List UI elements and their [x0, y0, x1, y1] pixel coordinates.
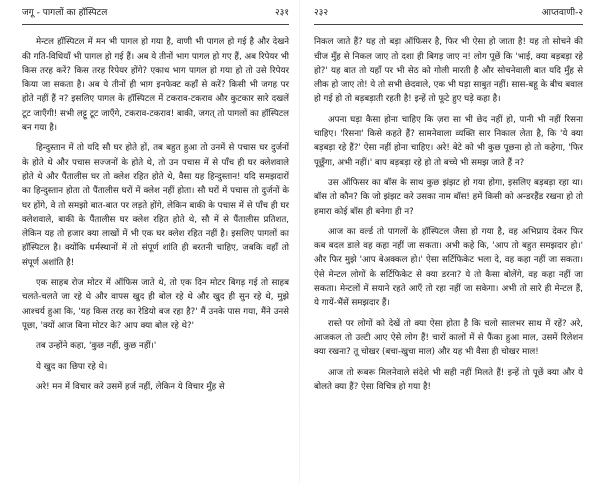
right-paragraph-1: निकल जाते हैं? यह तो बड़ा ऑफिसर है, फिर भी ऐसा हो जाता है! यह तो सोचने की चीज मुँह से निकल जाए तो दशा ही बिगड़ जाए न! लोग पूछें कि 'भाई, क्या बड़बड़ा रहे हो?' यह बात तो यहाँ पर भी सेठ को गोली मारती है और सोचनेवाली बात यदि मुँह से लीक हो जाए तो! ये तो सभी छेदवाले, एक भी घड़ा साबुत नहीं। सास-बहू के बीच बवाल हो गई हो तो बड़बड़ाती रहती है! इन्हें तो फूटे हुए घड़े कहा है। [314, 37, 583, 105]
left-running-title: जगू - पागलों का हॉस्पिटल [22, 8, 108, 18]
left-paragraph-4: तब उन्होंने कहा, 'कुछ नहीं, कुछ नहीं।' [36, 341, 157, 352]
left-page-number: २३१ [274, 8, 289, 18]
right-page-header [314, 6, 583, 25]
right-page [300, 0, 599, 484]
right-paragraph-4: आज का वर्ल्ड तो पागलों के हॉस्पिटल जैसा हो गया है, वह अभिप्राय देकर फिर कब बदल डाले वह कहा नहीं जा सकता। अभी कहे कि, 'आप तो बहुत समझदार हो।' और फिर मुझे 'आप बेअक्कल हो।' ऐसा सर्टिफिकेट भला दे, वह कहा नहीं जा सकता। ऐसे मेन्टल लोगों के सर्टिफिकेट से क्या डरना? ये तो कैसा बोलेंगे, वह कहा नहीं जा सकता। मेन्टलों में सयाने रहते आएँ तो रहा नहीं जा सकेगा। अभी तो सारे ही मेन्टल हैं, ये गायें-भैंसें समझदार हैं। [314, 226, 583, 309]
left-page-header [22, 6, 289, 25]
left-paragraph-6: अरे! मन में विचार करे उसमें हर्ज नहीं, लेकिन ये विचार मुँह से [36, 381, 225, 392]
right-page-number: २३२ [314, 8, 329, 18]
left-page [0, 0, 299, 484]
right-paragraph-2: अपना घड़ा कैसा होना चाहिए कि ज़रा सा भी छेद नहीं हो, पानी भी नहीं रिसना चाहिए। 'रिसना' किसे कहते हैं? सामनेवाला व्यक्ति सार निकाल लेता है, कि 'ये क्या बड़बड़ा रहे हैं?' ऐसा नहीं होना चाहिए। अरे! बेटे को भी कुछ पूछना हो तो कहेगा, 'फिर पूछूँगा, अभी नहीं।' बाप बड़बड़ा रहे हो तो बच्चे भी समझ जाते हैं न? [314, 114, 583, 168]
left-paragraph-3: एक साहब रोज मोटर में ऑफिस जाते थे, तो एक दिन मोटर बिगड़ गई तो साहब चलते-चलते जा रहे थे और वापस खुद ही बोल रहे थे और खुद ही सुन रहे थे, मुझे आश्चर्य हुआ कि, 'यह किस तरह का रेडियो बज रहा है?' मैं उनके पास गया, मैंने उनसे पूछा, 'क्यों आज बिना मोटर के? आप क्या बोल रहे थे?' [22, 278, 289, 331]
left-paragraph-1: मेन्टल हॉस्पिटल में मन भी पागल हो गया है, वाणी भी पागल हो गई है और देखने की गति-विधियाँ भी पागल हो गई हैं। अब ये तीनों भाग पागल हो गए हैं, अब रिपेयर भी किस तरह करें? किस तरह रिपेयर होंगे? एकाध भाग पागल हो गया हो तो उसे रिपेयर किया जा सकता है। अब ये तीनों ही भाग इनफेक्ट कहाँ से करें? किसी भी जगह पर होते नहीं हैं न? इसलिए पागल के हॉस्पिटल में टकराव-टकराव और कुटकार सारे दखलें टूट जाएँगी! सभी लट्टू टूट जाएँगे, टकराव-टकराव! बाकी, जगत् तो पागलों का हॉस्पिटल बन गया है। [22, 37, 289, 134]
left-paragraph-5: ये खुद का छिपा रहे थे। [36, 361, 108, 372]
left-paragraph-2: हिन्दुस्तान में तो यदि सौ घर होते हों, तब बहुत हुआ तो उनमें से पचास घर दुर्जनों के होते थे और पचास सज्जनों के होते थे, तो उन पचास में से पाँच ही घर क्लेशवाले होते थे और पैंतालीस घर तो क्लेश रहित होते थे, वैसा यह हिन्दुस्तान! यदि समझदारों का हिन्दुस्तान होता तो पैंतालीस घरों में क्लेश नहीं होता। सौ घरों में पचास तो दुर्जनों के घर होंगे, वे तो समझो बात-बात पर लड़ते होंगे, लेकिन बाकी के पचास में से पाँच ही घर क्लेशवाले, बाकी के पैंतालीस घर क्लेश रहित होते थे, सौ में से पैंतालीस प्रतिशत, लेकिन यह तो हजार क्या लाखों में भी एक घर क्लेश रहित नहीं है। इसलिए पागलों का हॉस्पिटल है। क्योंकि धर्मस्थानों में तो संपूर्ण शांति ही बरतनी चाहिए, जबकि वहाँ तो संपूर्ण अशांति है! [22, 143, 289, 268]
right-running-title: आप्तवाणी-२ [541, 8, 583, 18]
right-paragraph-3: उस ऑफिसर का बॉस के साथ कुछ झंझट हो गया होगा, इसलिए बड़बड़ा रहा था। बॉस तो कौन? कि जो झंझट करे उसका नाम बॉस! हमें किसी को अन्डरहैंड रखना हो तो हमारा कोई बॉस ही बनेगा ही न? [314, 177, 583, 217]
right-paragraph-6: आज तो रूबरू मिलनेवाले संदेशे भी सही नहीं मिलते हैं! इन्हें तो पूछें क्या और ये बोलते क्या हैं? ऐसा विचित्र हो गया है! [314, 367, 583, 392]
right-paragraph-5: रास्ते पर लोगों को देखें तो क्या ऐसा होता है कि चलो सालभर साथ में रहें? अरे, आजकल तो उल्टी आए ऐसे लोग हैं! चारों कालों में से फैंका हुआ माल, उसमें रिलेशन क्या रखना? तू चोखर (बचा-खुचा माल) और यह भी वैसा ही चोखर माल! [314, 318, 583, 358]
